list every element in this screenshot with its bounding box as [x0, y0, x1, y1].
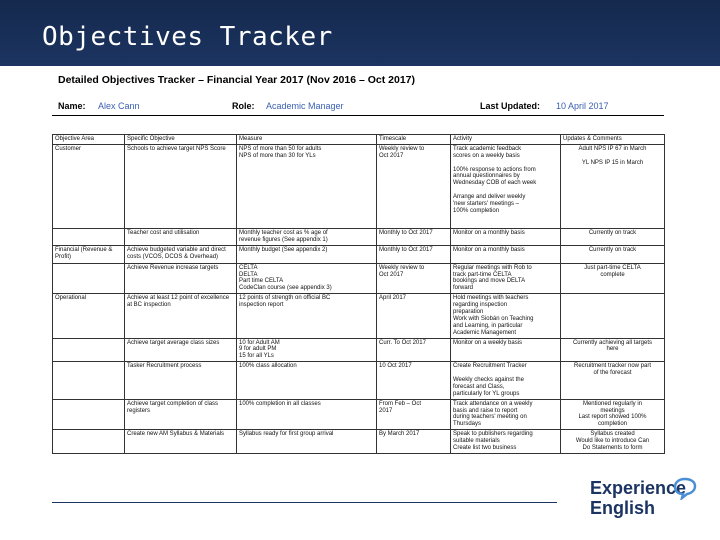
cell-line: 9 for adult PM — [239, 346, 277, 353]
table-header-row — [53, 135, 665, 145]
cell-updates — [561, 399, 665, 430]
footer-divider — [52, 502, 557, 503]
cell-area — [53, 338, 125, 362]
cell-line: Monitor on a weekly basis — [453, 339, 523, 346]
info-underline — [52, 115, 664, 116]
cell-line: Weekly review to — [379, 145, 425, 152]
updated-value: 10 April 2017 — [556, 101, 609, 111]
cell-line: of the forecast — [593, 370, 632, 377]
cell-line: scores on a weekly basis — [453, 152, 520, 159]
column-header: Updates & Comments — [561, 135, 665, 145]
document-title: Detailed Objectives Tracker – Financial Year 2017 (Nov 2016 – Oct 2017) — [58, 74, 416, 86]
cell-line: Last report showed 100% — [578, 414, 647, 421]
cell-line: Track attendance on a weekly — [453, 400, 533, 407]
cell-timescale — [377, 144, 451, 228]
cell-area: Customer — [53, 144, 125, 228]
cell-line: April 2017 — [379, 295, 407, 302]
cell-line: Hold meetings with teachers — [453, 295, 529, 302]
cell-line: Monitor on a monthly basis — [453, 246, 525, 253]
cell-measure — [237, 263, 377, 294]
column-header: Objective Area — [53, 135, 125, 145]
cell-updates — [561, 144, 665, 228]
cell-line: Track academic feedback — [453, 145, 522, 152]
cell-measure — [237, 245, 377, 263]
cell-line: Syllabus created — [590, 431, 635, 438]
cell-line: CELTA — [239, 264, 258, 271]
cell-activity — [451, 144, 561, 228]
cell-measure — [237, 338, 377, 362]
cell-line: YL NPS IP 15 in March — [581, 159, 644, 166]
cell-line: 100% response to actions from — [453, 166, 536, 173]
cell-updates — [561, 338, 665, 362]
cell-line — [453, 187, 558, 194]
cell-line: bookings and move DELTA — [453, 278, 526, 285]
cell-line: complete — [600, 271, 625, 278]
cell-line: NPS of more than 50 for adults — [239, 145, 322, 152]
cell-area — [53, 263, 125, 294]
cell-line: revenue figures (See appendix 1) — [239, 236, 328, 243]
cell-line: 100% class allocation — [239, 363, 297, 370]
updated-label: Last Updated: — [480, 101, 541, 111]
cell-line: 10 for Adult AM — [239, 339, 280, 346]
name-value: Alex Cann — [98, 101, 140, 111]
cell-area — [53, 430, 125, 454]
cell-objective: Achieve Revenue increase targets — [125, 263, 237, 294]
cell-line: 100% completion in all classes — [239, 400, 321, 407]
cell-line: 100% completion — [453, 207, 500, 214]
cell-line: Adult NPS IP 67 in March — [578, 145, 647, 152]
cell-line: Curr. To Oct 2017 — [379, 339, 426, 346]
cell-line: Speak to publishers regarding — [453, 431, 533, 438]
cell-measure — [237, 294, 377, 338]
cell-line — [453, 370, 558, 377]
cell-timescale — [377, 245, 451, 263]
cell-measure — [237, 399, 377, 430]
cell-activity — [451, 430, 561, 454]
speech-bubble-icon — [672, 476, 698, 500]
cell-timescale — [377, 362, 451, 399]
cell-line: Oct 2017 — [379, 271, 404, 278]
cell-line: annual questionnaires by — [453, 173, 520, 180]
table-row — [53, 245, 665, 263]
cell-activity — [451, 362, 561, 399]
table-row — [53, 430, 665, 454]
cell-updates — [561, 362, 665, 399]
cell-area — [53, 399, 125, 430]
cell-line: suitable materials — [453, 438, 500, 445]
table-row — [53, 228, 665, 245]
table-row — [53, 362, 665, 399]
cell-measure — [237, 430, 377, 454]
cell-area: Operational — [53, 294, 125, 338]
cell-activity — [451, 263, 561, 294]
cell-timescale — [377, 294, 451, 338]
cell-objective: Schools to achieve target NPS Score — [125, 144, 237, 228]
cell-line: From Feb – Oct — [379, 400, 422, 407]
experience-english-logo — [590, 476, 700, 526]
table-row — [53, 294, 665, 338]
cell-line: Monthly to Oct 2017 — [379, 246, 433, 253]
cell-timescale — [377, 228, 451, 245]
cell-line: 12 points of strength on official BC — [239, 295, 331, 302]
cell-line: track part-time CELTA — [453, 271, 512, 278]
cell-line: Recruitment tracker now part — [573, 363, 652, 370]
cell-line: Create Recruitment Tracker — [453, 363, 527, 370]
cell-updates — [561, 430, 665, 454]
cell-measure — [237, 362, 377, 399]
cell-area — [53, 362, 125, 399]
cell-line: Currently on track — [588, 246, 637, 253]
cell-timescale — [377, 399, 451, 430]
cell-line: meetings — [600, 407, 625, 414]
cell-line: Oct 2017 — [379, 152, 404, 159]
slide-title: Objectives Tracker — [42, 22, 333, 52]
cell-line: Mentioned regularly in — [582, 400, 643, 407]
cell-line — [453, 160, 558, 167]
cell-line: Do Statements to form — [582, 445, 643, 452]
cell-line: Currently on track — [588, 229, 637, 236]
cell-line: Academic Management — [453, 329, 517, 336]
column-header: Timescale — [377, 135, 451, 145]
cell-measure — [237, 228, 377, 245]
cell-line: DELTA — [239, 271, 258, 278]
cell-line: Monthly to Oct 2017 — [379, 229, 433, 236]
cell-line: Monthly budget (See appendix 2) — [239, 246, 328, 253]
table-row — [53, 263, 665, 294]
cell-line: 10 Oct 2017 — [379, 363, 412, 370]
cell-updates — [561, 228, 665, 245]
cell-objective: Achieve budgeted variable and direct costs (VCOS, DCOS & Overhead) — [125, 245, 237, 263]
cell-updates — [561, 263, 665, 294]
cell-line: completion — [597, 421, 627, 428]
cell-objective: Achieve target average class sizes — [125, 338, 237, 362]
cell-line: Create list two business — [453, 445, 517, 452]
cell-objective: Achieve at least 12 point of excellence at BC inspection — [125, 294, 237, 338]
cell-line: preparation — [453, 309, 484, 316]
cell-line: NPS of more than 30 for YLs — [239, 152, 316, 159]
cell-line: Would like to introduce Can — [575, 438, 650, 445]
cell-timescale — [377, 263, 451, 294]
cell-line: Weekly checks against the — [453, 377, 524, 384]
objectives-document — [52, 68, 664, 508]
cell-area: Financial (Revenue & Profit) — [53, 245, 125, 263]
cell-activity — [451, 228, 561, 245]
cell-line: forecast and Class, — [453, 383, 505, 390]
cell-line: Arrange and deliver weekly — [453, 194, 526, 201]
cell-line: Part time CELTA — [239, 278, 284, 285]
cell-line: during teachers' meeting on — [453, 414, 527, 421]
cell-line: Work with Siobán on Teaching — [453, 315, 534, 322]
slide-header — [0, 0, 720, 66]
cell-line: here — [606, 346, 619, 353]
cell-line: Syllabus ready for first group arrival — [239, 431, 334, 438]
cell-activity — [451, 294, 561, 338]
cell-timescale — [377, 430, 451, 454]
role-value: Academic Manager — [266, 101, 344, 111]
logo-line-2: English — [590, 498, 656, 518]
cell-line: Monitor on a monthly basis — [453, 229, 525, 236]
cell-line: basis and raise to report — [453, 407, 518, 414]
cell-activity — [451, 245, 561, 263]
cell-line: Currently achieving all targets — [572, 339, 653, 346]
table-row — [53, 399, 665, 430]
cell-objective: Create new AM Syllabus & Materials — [125, 430, 237, 454]
cell-activity — [451, 399, 561, 430]
cell-line: 2017 — [379, 407, 393, 414]
cell-line: Weekly review to — [379, 264, 425, 271]
cell-updates — [561, 294, 665, 338]
logo-line-1: Experience — [590, 478, 687, 498]
table-row — [53, 338, 665, 362]
cell-line: By March 2017 — [379, 431, 420, 438]
cell-line: and Learning, in particular — [453, 322, 523, 329]
cell-line: Thursdays — [453, 421, 482, 428]
cell-objective: Tasker Recruitment process — [125, 362, 237, 399]
cell-line: forward — [453, 285, 474, 292]
cell-line: Wednesday COB of each week — [453, 180, 537, 187]
cell-area — [53, 228, 125, 245]
table-body — [53, 144, 665, 453]
cell-measure — [237, 144, 377, 228]
cell-timescale — [377, 338, 451, 362]
cell-line: inspection report — [239, 302, 284, 309]
table-row — [53, 144, 665, 228]
cell-line: 'new starters' meetings – — [453, 201, 519, 208]
cell-activity — [451, 338, 561, 362]
cell-line: Monthly teacher cost as % age of — [239, 229, 328, 236]
cell-line: particularly for YL groups — [453, 390, 520, 397]
role-label: Role: — [232, 101, 255, 111]
cell-line: CodeClan course (see appendix 3) — [239, 285, 332, 292]
name-label: Name: — [58, 101, 86, 111]
cell-line: regarding inspection — [453, 302, 508, 309]
cell-objective: Achieve target completion of class registers — [125, 399, 237, 430]
column-header: Measure — [237, 135, 377, 145]
column-header: Activity — [451, 135, 561, 145]
cell-line — [563, 153, 662, 160]
cell-line: 15 for all YLs — [239, 353, 274, 360]
cell-line: Regular meetings with Rob to — [453, 264, 532, 271]
objectives-table — [52, 134, 665, 454]
cell-objective: Teacher cost and utilisation — [125, 228, 237, 245]
document-info-bar — [52, 101, 664, 115]
cell-updates — [561, 245, 665, 263]
cell-line: Just part-time CELTA — [584, 264, 641, 271]
column-header: Specific Objective — [125, 135, 237, 145]
